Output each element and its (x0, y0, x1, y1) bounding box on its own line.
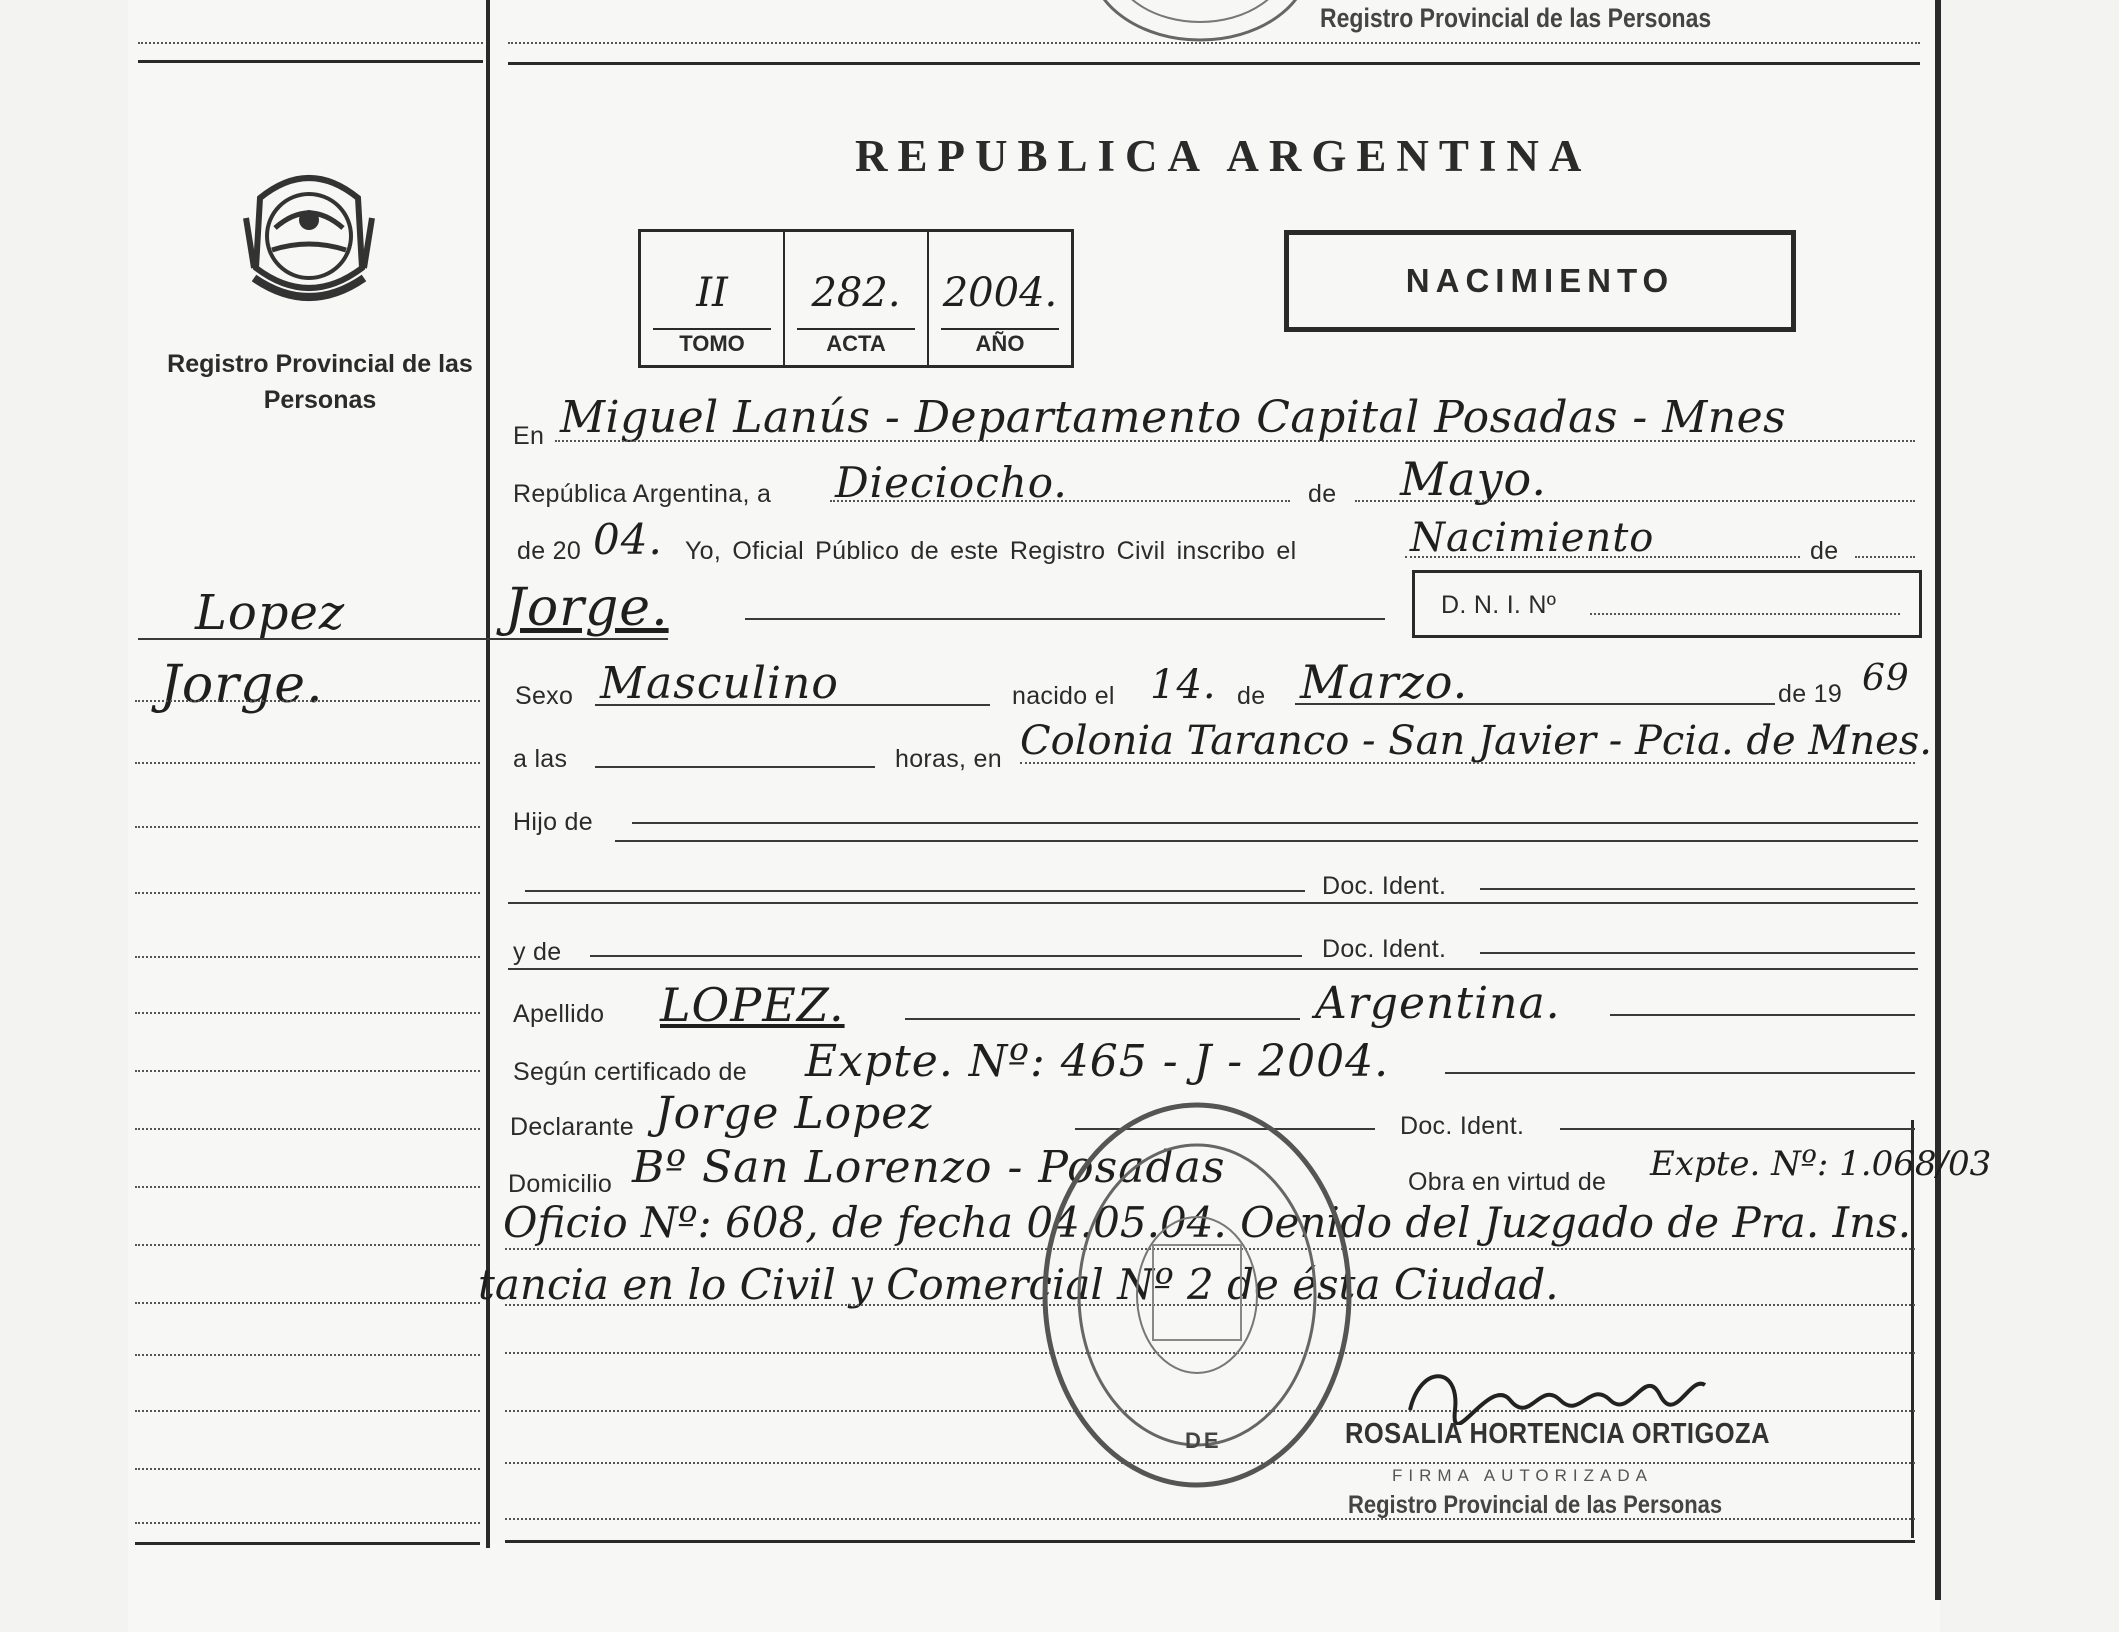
rule (1020, 762, 1915, 764)
year-value: 04. (593, 515, 663, 564)
act-value: Nacimiento (1410, 515, 1655, 561)
birth-place-value: Colonia Taranco - San Javier - Pcia. de Mnes. (1020, 718, 1933, 764)
rule (1355, 500, 1915, 502)
obra-value: Expte. Nº: 1.068/03 (1650, 1144, 1992, 1184)
tomo-underline (653, 328, 771, 330)
rule (1295, 703, 1775, 705)
rule (508, 968, 1918, 970)
registry-table (638, 229, 1074, 368)
ano-cell (929, 232, 1071, 365)
column-divider (486, 0, 490, 1548)
rule (135, 892, 480, 894)
rule (135, 1542, 480, 1545)
rule (595, 704, 990, 706)
record-type-box: NACIMIENTO (1284, 230, 1796, 332)
domicilio-label: Domicilio (508, 1170, 613, 1198)
country-title: REPUBLICA ARGENTINA (855, 131, 1592, 181)
rule (135, 700, 480, 702)
rule (590, 955, 1302, 957)
year-prefix-label: de 20 (517, 537, 582, 565)
rule (135, 826, 480, 828)
declarante-value: Jorge Lopez (655, 1088, 933, 1139)
rule (508, 62, 1920, 65)
rule (135, 1354, 480, 1356)
rule (138, 60, 483, 63)
rule (905, 1018, 1300, 1020)
signer-name: ROSALIA HORTENCIA ORTIGOZA (1345, 1418, 1770, 1450)
doc1-label: Doc. Ident. (1322, 872, 1447, 900)
note-line-2: tancia en lo Civil y Comercial Nº 2 de ésta Ciudad. (478, 1260, 1559, 1309)
birth-month-value: Marzo. (1300, 655, 1469, 709)
certificado-label: Según certificado de (513, 1058, 747, 1086)
birth-day-value: 14. (1150, 662, 1217, 708)
hora-label: a las (513, 745, 568, 773)
rule (135, 1128, 480, 1130)
rule (1855, 556, 1915, 558)
apellido-label: Apellido (513, 1000, 605, 1028)
birth-year-label: de 19 (1778, 680, 1843, 708)
rule (1480, 952, 1915, 954)
signer-office: Registro Provincial de las Personas (1348, 1490, 1723, 1519)
rule (508, 42, 1920, 44)
apellido-value: LOPEZ. (660, 978, 845, 1032)
rule (1480, 888, 1915, 890)
provincia-misiones-seal-icon (240, 158, 378, 316)
sidebar-office-label: Registro Provincial de las Personas (167, 350, 473, 414)
domicilio-value: Bº San Lorenzo - Posadas (632, 1142, 1226, 1193)
birth-de-label: de (1237, 682, 1266, 710)
right-border (1935, 0, 1941, 1600)
stamp-ring-text (1058, 1520, 1138, 1521)
rule (138, 42, 483, 44)
rule (632, 822, 1918, 824)
year-de-label: de (1810, 537, 1839, 565)
dni-box (1412, 570, 1922, 638)
rule (135, 1012, 480, 1014)
rule (745, 618, 1385, 620)
rule (135, 1186, 480, 1188)
stamp-center-text: DE (1185, 1428, 1222, 1453)
ano-value: 2004. (942, 270, 1058, 316)
horas-label: horas, en (895, 745, 1002, 773)
rule (1590, 613, 1900, 615)
handwritten-signature (1400, 1355, 1715, 1425)
en-label: En (513, 422, 545, 450)
acta-value: 282. (811, 270, 901, 316)
birth-year-value: 69 (1862, 658, 1910, 699)
tomo-cell (641, 232, 785, 365)
dni-label: D. N. I. Nº (1441, 591, 1557, 619)
rule (138, 638, 668, 640)
y-de-label: y de (513, 938, 562, 966)
sidebar-surname: Lopez (195, 585, 346, 641)
sexo-value: Masculino (600, 658, 839, 709)
ano-underline (941, 328, 1059, 330)
de-label: de (1308, 480, 1337, 508)
nacido-label: nacido el (1012, 682, 1115, 710)
acta-underline (797, 328, 915, 330)
rule (135, 1070, 480, 1072)
declarante-label: Declarante (510, 1113, 634, 1141)
rule (595, 766, 875, 768)
rule (505, 1540, 1915, 1543)
rule (135, 1468, 480, 1470)
rule (1405, 556, 1800, 558)
note-line-1: Oficio Nº: 608, de fecha 04.05.04. Oenido del Juzgado de Pra. Ins. (503, 1198, 1912, 1247)
sidebar-given-name: Jorge. (160, 655, 324, 715)
rule (135, 1410, 480, 1412)
republica-label: República Argentina, a (513, 480, 772, 508)
certificado-value: Expte. Nº: 465 - J - 2004. (805, 1036, 1390, 1087)
sexo-label: Sexo (515, 682, 574, 710)
rule (830, 500, 1290, 502)
obra-label: Obra en virtud de (1408, 1168, 1607, 1196)
top-seal-stamp (1080, 0, 1320, 46)
nationality-value: Argentina. (1315, 978, 1561, 1029)
rule (135, 1522, 480, 1524)
acta-cell (785, 232, 929, 365)
name-value: Jorge. (505, 578, 669, 638)
acta-label: ACTA (826, 331, 886, 356)
rule (555, 440, 1915, 442)
ano-label: AÑO (975, 331, 1025, 356)
month-value: Mayo. (1400, 452, 1548, 506)
year-text: Yo, Oficial Público de este Registro Civil inscribo el (685, 537, 1297, 565)
rule (508, 902, 1918, 904)
doc3-label: Doc. Ident. (1400, 1112, 1525, 1140)
rule (135, 1244, 480, 1246)
en-value: Miguel Lanús - Departamento Capital Posadas - Mnes (560, 392, 1787, 443)
rule (1610, 1014, 1915, 1016)
top-stamp-text: Registro Provincial de las Personas (1320, 2, 1712, 33)
rule (135, 1302, 480, 1304)
rule (135, 956, 480, 958)
rule (525, 890, 1305, 892)
hijo-label: Hijo de (513, 808, 593, 836)
rule (1445, 1072, 1915, 1074)
signer-subtitle: FIRMA AUTORIZADA (1392, 1466, 1653, 1485)
day-value: Dieciocho. (835, 458, 1068, 507)
tomo-label: TOMO (679, 331, 745, 356)
rule (615, 840, 1918, 842)
tomo-value: II (696, 270, 728, 316)
doc2-label: Doc. Ident. (1322, 935, 1447, 963)
rule (1560, 1128, 1915, 1130)
rule (135, 762, 480, 764)
